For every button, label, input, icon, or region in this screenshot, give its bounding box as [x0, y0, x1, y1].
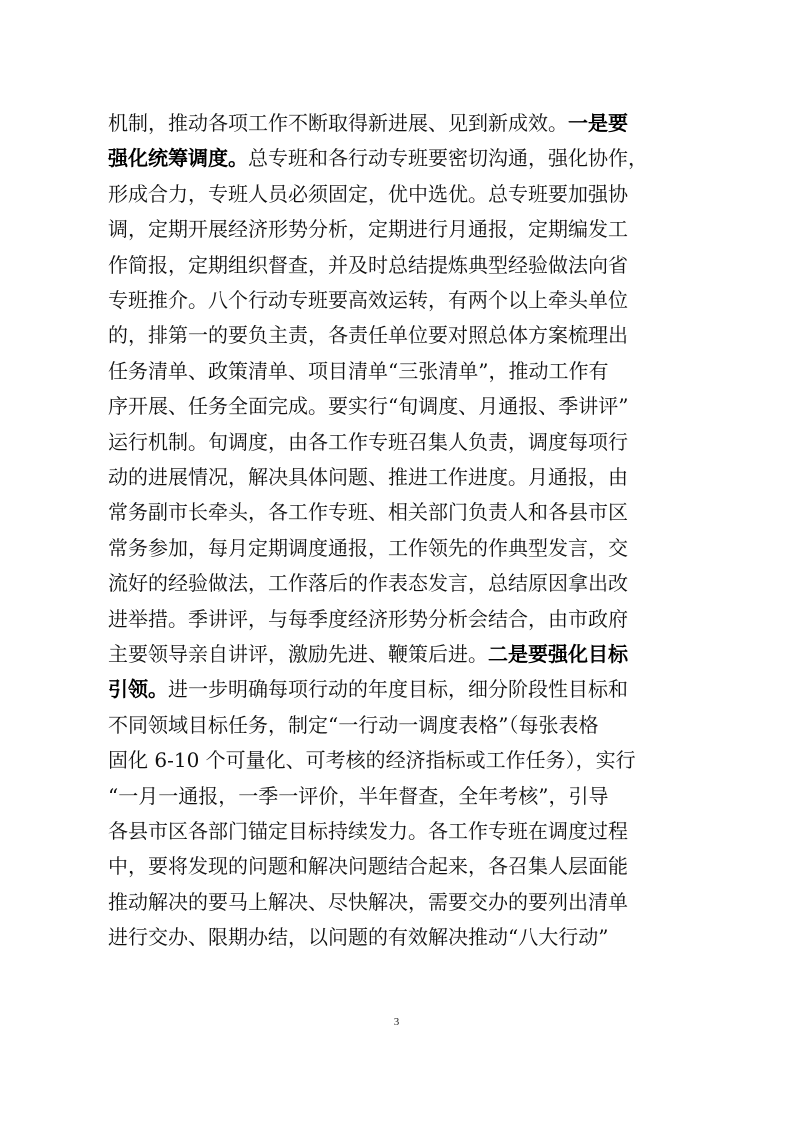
bold-lead-phrase: 一是要 [568, 111, 628, 135]
bold-lead-phrase: 引领。 [108, 677, 168, 702]
text-run: 常务副市长牵头，各工作专班、相关部门负责人和各县市区 [108, 500, 628, 525]
text-run: 进行交办、限期办结，以问题的有效解决推动“八大行动” [108, 925, 609, 950]
text-run: 专班推介。八个行动专班要高效运转，有两个以上牵头单位 [108, 288, 628, 312]
text-run: 总专班和各行动专班要密切沟通，强化协作， [248, 146, 648, 171]
text-line [108, 174, 628, 214]
text-run: 动的进展情况，解决具体问题、推进工作进度。月通报，由 [108, 465, 628, 489]
text-run: 常务参加，每月定期调度通报，工作领先的作典型发言，交 [108, 535, 628, 560]
text-run: 中，要将发现的问题和解决问题结合起来，各召集人层面能 [108, 854, 628, 879]
text-line [108, 705, 598, 745]
text-run: 的，排第一的要负主责，各责任单位要对照总体方案梳理出 [108, 323, 628, 348]
text-run: 调，定期开展经济形势分析，定期进行月通报，定期编发工 [108, 217, 628, 242]
text-run: 形成合力，专班人员必须固定，优中选优。总专班要加强协 [108, 181, 628, 206]
text-line [108, 634, 628, 674]
text-line [108, 846, 628, 886]
text-line [108, 669, 628, 709]
text-line [108, 386, 628, 426]
text-run: 推动解决的要马上解决、尽快解决，需要交办的要列出清单 [108, 889, 628, 914]
text-run: 主要领导亲自讲评，激励先进、鞭策后进。 [108, 642, 488, 666]
text-run: 机制，推动各项工作不断取得新进展、见到新成效。 [108, 111, 568, 135]
text-line [108, 599, 628, 639]
text-line [108, 103, 628, 143]
text-line [108, 563, 628, 603]
text-run: 运行机制。旬调度，由各工作专班召集人负责，调度每项行 [108, 429, 628, 454]
text-run: 固化 6-10 个可量化、可考核的经济指标或工作任务），实行 [108, 748, 636, 773]
text-line [108, 245, 628, 285]
text-run: “一月一通报，一季一评价，半年督查，全年考核”，引导 [108, 783, 609, 808]
text-line [108, 351, 608, 391]
text-run: 作简报，定期组织督查，并及时总结提炼典型经验做法向省 [108, 252, 628, 277]
text-line [108, 138, 648, 178]
text-line [108, 209, 628, 249]
text-line [108, 528, 628, 568]
text-line [108, 776, 608, 816]
text-run: 流好的经验做法，工作落后的作表态发言，总结原因拿出改 [108, 571, 628, 596]
text-run: 任务清单、政策清单、项目清单“三张清单”，推动工作有 [108, 358, 609, 383]
page-number: 3 [393, 1016, 400, 1028]
text-line [108, 315, 628, 355]
text-line [108, 811, 628, 851]
text-line [108, 422, 628, 462]
text-run: 序开展、任务全面完成。要实行“旬调度、月通报、季讲评” [108, 394, 629, 419]
text-run: 进举措。季讲评，与每季度经济形势分析会结合，由市政府 [108, 606, 628, 631]
bold-lead-phrase: 二是要强化目标 [488, 642, 628, 666]
text-run: 进一步明确每项行动的年度目标，细分阶段性目标和 [168, 677, 628, 702]
bold-lead-phrase: 强化统筹调度。 [108, 146, 248, 171]
text-line [108, 457, 628, 497]
text-run: 各县市区各部门锚定目标持续发力。各工作专班在调度过程 [108, 819, 628, 843]
text-line [108, 492, 628, 532]
text-line [108, 882, 628, 922]
text-line [108, 280, 628, 320]
text-run: 不同领域目标任务，制定“一行动一调度表格”（每张表格 [108, 712, 599, 737]
text-line [108, 917, 608, 957]
text-line [108, 740, 636, 780]
